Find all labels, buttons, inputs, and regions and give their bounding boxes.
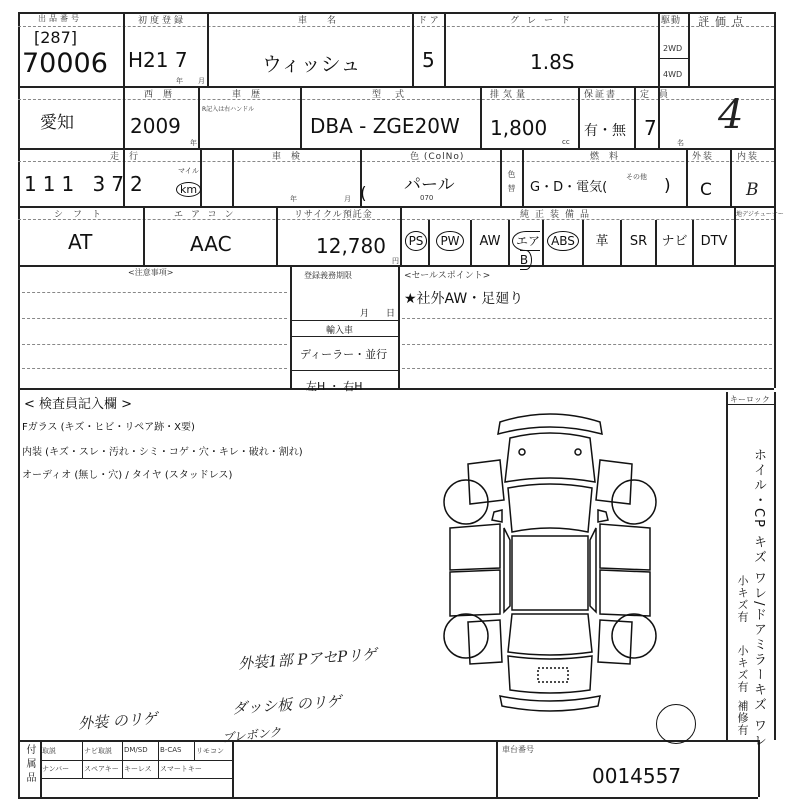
accessory-item: スペアキー: [84, 765, 119, 773]
accessory-item: ナビ取説: [84, 747, 112, 755]
interior-value: B: [746, 180, 759, 200]
warranty-value: 有・無: [584, 123, 626, 139]
equipment-item: [509, 230, 543, 268]
exterior-label: 外装: [692, 152, 715, 162]
equipment-item: [656, 230, 693, 249]
lot-sub: [287]: [34, 28, 78, 47]
key-label: キーロック: [730, 395, 770, 404]
year-label: 西暦: [144, 90, 183, 100]
drive-2wd: 2WD: [663, 44, 683, 53]
side-note-2: 小キズ有: [736, 575, 749, 623]
recycle-value: 12,780: [316, 234, 386, 258]
shaken-label: 車検: [272, 152, 311, 162]
accessory-item: B-CAS: [160, 746, 182, 754]
shaken-month: 月: [344, 195, 351, 203]
equipment-item-label: PS: [405, 231, 428, 251]
import-label: 輸入車: [326, 326, 354, 336]
equipment-item-label: ナビ: [661, 234, 688, 249]
fuel-other: その他: [626, 173, 647, 181]
rating-label: 評価点: [698, 15, 749, 28]
equipment-item-label: DTV: [700, 234, 728, 249]
equipment-item-label: AW: [479, 234, 501, 249]
equipment-item: [471, 230, 509, 249]
capacity-label: 定員: [640, 90, 679, 100]
inspection-title: < 検査員記入欄 >: [24, 397, 133, 412]
sales-label: <セールスポイント>: [404, 271, 491, 281]
mileage-unit: km: [176, 182, 201, 197]
mileage-unit-top: マイル: [178, 167, 199, 175]
chassis-no-label: 車台番号: [502, 745, 534, 754]
car-name-label: 車名: [298, 16, 357, 26]
equipment-item: [429, 230, 471, 249]
shaken-year: 年: [290, 195, 297, 203]
inspection-line-2: 内装 (キズ・スレ・汚れ・シミ・コゲ・穴・キレ・破れ・割れ): [22, 447, 303, 458]
drive-label: 駆動: [661, 16, 682, 26]
displacement-unit: cc: [562, 138, 570, 146]
chassis-no-value: 0014557: [592, 764, 682, 788]
mileage-value: 111 372: [24, 172, 149, 196]
rating-value: 4: [718, 92, 744, 138]
recycle-unit: 円: [392, 257, 399, 265]
drive-4wd: 4WD: [663, 70, 683, 79]
displacement-label: 排気量: [490, 90, 530, 100]
color-label: 色 (ColNo): [410, 152, 465, 162]
first-reg-year-unit: 年: [176, 77, 183, 85]
accessory-item: ナンバー: [42, 765, 70, 773]
equipment-item-label: 革: [595, 234, 609, 249]
car-diagram: [430, 400, 670, 740]
tuner-label: 地デジチューナー: [736, 211, 784, 218]
side-note-4: 補修有: [736, 700, 749, 736]
equipment-item-label: ABS: [547, 231, 579, 251]
mileage-label: 走行: [110, 152, 149, 162]
reg-month: 月: [360, 309, 370, 319]
import-value: ディーラー・並行: [300, 348, 388, 361]
fuel-label: 燃料: [590, 152, 629, 162]
equipment-item: [621, 230, 656, 249]
color-change: 色替: [507, 170, 516, 198]
ac-value: AAC: [190, 232, 232, 256]
fuel-close: ): [664, 176, 671, 196]
capacity-value: 7: [644, 116, 657, 140]
ac-label: エアコン: [174, 210, 242, 220]
accessory-item: リモコン: [196, 747, 224, 755]
doors-value: 5: [422, 48, 435, 72]
inspection-line-3: オーディオ (無し・穴) / タイヤ (スタッドレス): [22, 470, 233, 481]
shift-label: シフト: [54, 210, 112, 220]
year-unit: 年: [190, 139, 197, 147]
car-name-value: ウィッシュ: [262, 52, 361, 76]
lot-label: 出品番号: [38, 14, 82, 23]
shift-value: AT: [68, 230, 93, 254]
equipment-item: [693, 230, 735, 249]
accessory-item: スマートキー: [160, 765, 202, 773]
capacity-unit: 名: [677, 139, 684, 147]
model-label: 型式: [372, 90, 419, 100]
fuel-value: G・D・電気(: [530, 180, 608, 195]
region-value: 愛知: [40, 113, 74, 133]
handwritten-note-2: ダッシ板 のリゲ: [231, 692, 343, 718]
accessories-label: 付属品: [24, 744, 35, 786]
steering-value: 左H ・ 右H: [306, 380, 363, 393]
handwritten-note-4: ブレボンク: [221, 724, 282, 746]
caution-label: <注意事項>: [128, 268, 174, 277]
reg-deadline-label: 登録義務期限: [304, 271, 352, 280]
reg-day: 日: [386, 309, 396, 319]
inspection-line-1: Fガラス (キズ・ヒビ・リペア跡・X要): [22, 422, 195, 433]
interior-label: 内装: [737, 152, 760, 162]
exterior-value: C: [700, 180, 712, 200]
first-reg-month-unit: 月: [198, 77, 205, 85]
chassis-sub: R記入は右ハンドル: [202, 106, 255, 113]
color-no: 070: [420, 194, 434, 202]
side-note-1: ホイル・CP キズ ワレ/ドアミラーキズ ワレ: [751, 448, 766, 749]
displacement-value: 1,800: [490, 116, 548, 140]
accessory-item: キーレス: [124, 765, 152, 773]
equipment-item: [403, 230, 429, 249]
sales-point: ★社外AW・足廻り: [404, 291, 524, 307]
equipment-label: 純正装備品: [520, 210, 596, 220]
first-reg-label: 初度登録: [138, 16, 187, 26]
equipment-item-label: PW: [436, 231, 463, 251]
color-value: パール: [404, 175, 455, 195]
doors-label: ドア: [418, 16, 442, 26]
lot-number: 70006: [22, 48, 108, 79]
accessory-item: DM/SD: [124, 746, 148, 754]
model-value: DBA - ZGE20W: [310, 114, 460, 138]
accessory-item: 取説: [42, 747, 56, 755]
handwritten-note-1: 外装1部 PアセPリゲ: [237, 645, 378, 673]
handwritten-note-3: 外装 のリゲ: [77, 709, 159, 733]
grade-label: グレード: [510, 16, 579, 26]
equipment-item: [583, 230, 621, 249]
recycle-label: リサイクル預託金: [294, 210, 373, 220]
grade-value: 1.8S: [530, 50, 575, 74]
chassis-label: 車歴: [232, 90, 271, 100]
equipment-item-label: SR: [629, 234, 648, 249]
equipment-item-label: エアB: [512, 231, 540, 270]
equipment-item: [543, 230, 583, 249]
first-reg-value: H21 7: [128, 48, 188, 72]
year-value: 2009: [130, 114, 181, 138]
spare-tire-icon: [656, 704, 696, 744]
side-note-3: 小キズ有: [736, 645, 749, 693]
warranty-label: 保証書: [584, 90, 618, 100]
